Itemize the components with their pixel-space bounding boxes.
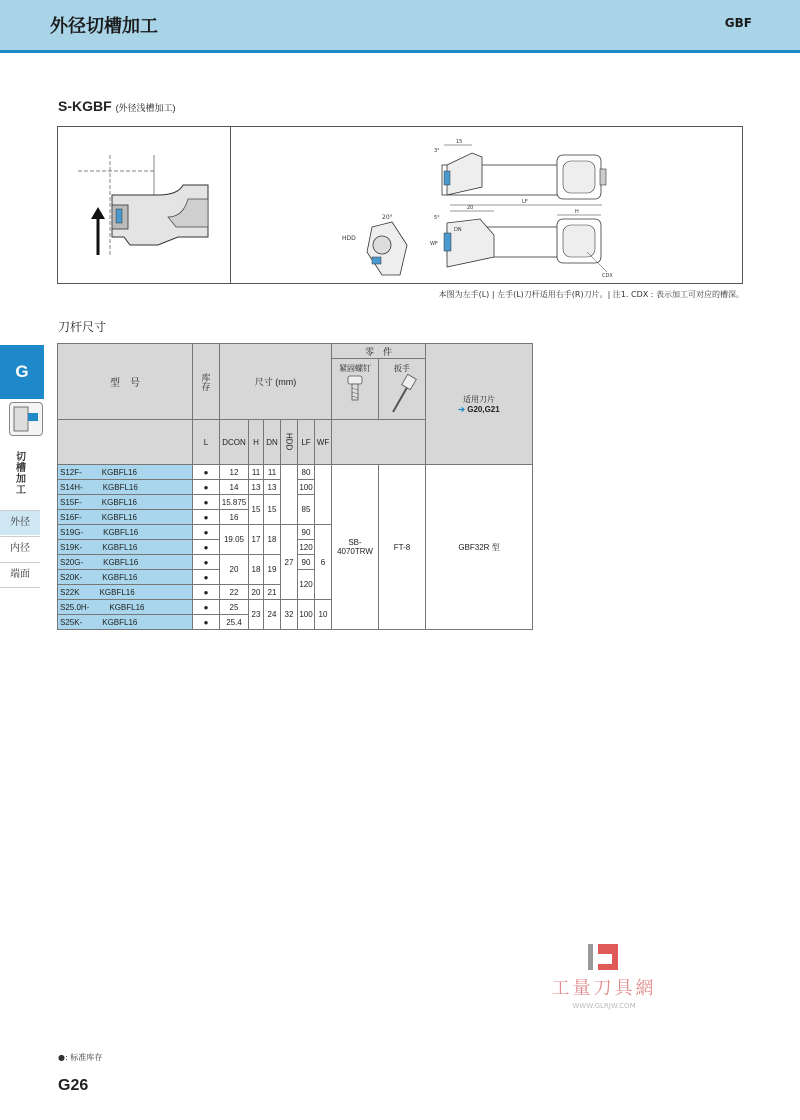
col-dcon: DCON bbox=[220, 420, 249, 465]
h-cell: 13 bbox=[249, 480, 264, 495]
header-model: 型 号 bbox=[58, 344, 193, 420]
stock-legend: ●: 标准库存 bbox=[58, 1053, 103, 1062]
stock-dot: ● bbox=[193, 525, 220, 540]
dcon-cell: 25.4 bbox=[220, 615, 249, 630]
model-prefix: S12F- bbox=[60, 467, 82, 477]
angle3-label: 3° bbox=[434, 148, 440, 154]
model-suffix: KGBFL16 bbox=[102, 617, 138, 627]
application-sketch bbox=[58, 127, 230, 283]
hdd-cell-empty bbox=[281, 465, 298, 525]
header-insert bbox=[426, 344, 533, 465]
side-view bbox=[430, 199, 613, 279]
dn-cell: 15 bbox=[264, 495, 281, 525]
model-suffix: KGBFL16 bbox=[101, 467, 137, 477]
model-suffix: KGBFL16 bbox=[101, 512, 137, 522]
lf-cell: 80 bbox=[298, 465, 315, 480]
dcon-cell: 22 bbox=[220, 585, 249, 600]
model-prefix: S19G- bbox=[60, 527, 84, 537]
dn-cell: 18 bbox=[264, 525, 281, 555]
header-stock: 库存 bbox=[193, 344, 220, 420]
hdd-cell: 27 bbox=[281, 525, 298, 600]
ref-arrow-icon: ➔ bbox=[458, 405, 465, 414]
model-suffix: KGBFL16 bbox=[102, 482, 138, 492]
stock-dot: ● bbox=[193, 510, 220, 525]
col-dn: DN bbox=[264, 420, 281, 465]
h-label: H bbox=[575, 209, 579, 215]
dcon-cell: 19.05 bbox=[220, 525, 249, 555]
h-cell: 15 bbox=[249, 495, 264, 525]
header-parts: 零 件 bbox=[332, 344, 426, 359]
cdx-label: CDX bbox=[602, 273, 613, 279]
angle-label: 20° bbox=[382, 214, 393, 221]
wf-cell-empty bbox=[315, 465, 332, 525]
header-screw bbox=[332, 359, 379, 420]
parts-spacer bbox=[332, 420, 426, 465]
dimension-drawing bbox=[232, 127, 742, 283]
top-view bbox=[434, 139, 606, 199]
header-insert-ref bbox=[426, 405, 532, 414]
watermark bbox=[538, 942, 670, 1010]
dn-cell: 11 bbox=[264, 465, 281, 480]
wrench-icon bbox=[387, 374, 417, 414]
hdd-cell: 32 bbox=[281, 600, 298, 630]
model-prefix: S19K- bbox=[60, 542, 83, 552]
h-cell: 11 bbox=[249, 465, 264, 480]
wf-cell: 6 bbox=[315, 525, 332, 600]
dcon-cell: 16 bbox=[220, 510, 249, 525]
model-heading bbox=[58, 98, 176, 114]
header-wrench bbox=[379, 359, 426, 420]
tab-face[interactable]: 端面 bbox=[0, 562, 40, 588]
model-subtitle: (外径浅槽加工) bbox=[115, 103, 176, 113]
chapter-tab-g[interactable]: G bbox=[0, 345, 44, 399]
catalog-code: GBF bbox=[724, 16, 752, 30]
lf-cell: 85 bbox=[298, 495, 315, 525]
stock-dot: ● bbox=[193, 465, 220, 480]
hdd-label: HDD bbox=[342, 235, 356, 242]
holder-dimension-table bbox=[57, 343, 533, 630]
angle5-label: 5° bbox=[434, 215, 440, 221]
lf-cell: 100 bbox=[298, 600, 315, 630]
tab-internal[interactable]: 内径 bbox=[0, 536, 40, 561]
dcon-cell: 25 bbox=[220, 600, 249, 615]
model-cell bbox=[58, 615, 193, 630]
wf-cell: 10 bbox=[315, 600, 332, 630]
col-wf: WF bbox=[315, 420, 332, 465]
dim-20-label: 20 bbox=[467, 205, 474, 211]
screw-value: SB-4070TRW bbox=[332, 465, 379, 630]
model-suffix: KGBFL16 bbox=[102, 542, 138, 552]
dn-cell: 13 bbox=[264, 480, 281, 495]
h-cell: 18 bbox=[249, 555, 264, 585]
model-prefix: S15F- bbox=[60, 497, 82, 507]
model-cell bbox=[58, 495, 193, 510]
lf-cell: 120 bbox=[298, 540, 315, 555]
model-cell bbox=[58, 480, 193, 495]
model-cell bbox=[58, 555, 193, 570]
table-row bbox=[58, 465, 533, 480]
dcon-cell: 15.875 bbox=[220, 495, 249, 510]
dcon-cell: 14 bbox=[220, 480, 249, 495]
watermark-title: 工量刀具網 bbox=[551, 978, 657, 999]
lf-cell: 120 bbox=[298, 570, 315, 600]
dn-cell: 19 bbox=[264, 555, 281, 585]
model-prefix: S20K- bbox=[60, 572, 83, 582]
model-suffix: KGBFL16 bbox=[109, 602, 145, 612]
page-header bbox=[0, 0, 800, 53]
col-lf: LF bbox=[298, 420, 315, 465]
insert-value: GBF32R 型 bbox=[426, 465, 533, 630]
dcon-cell: 12 bbox=[220, 465, 249, 480]
dcon-cell: 20 bbox=[220, 555, 249, 585]
h-cell: 20 bbox=[249, 585, 264, 600]
stock-dot: ● bbox=[193, 555, 220, 570]
drawing-divider bbox=[230, 127, 231, 283]
drawing-note: 本图为左手(L) | 左手(L)刀杆适用右手(R)刀片。| 注1. CDX : 表示加工可对应的槽深。 bbox=[438, 290, 744, 299]
header-screw-label: 紧固螺钉 bbox=[339, 364, 371, 373]
model-prefix: S22K bbox=[60, 587, 80, 597]
lf-cell: 90 bbox=[298, 525, 315, 540]
model-suffix: KGBFL16 bbox=[101, 497, 137, 507]
dn-label: DN bbox=[454, 227, 462, 233]
h-cell: 17 bbox=[249, 525, 264, 555]
stock-dot: ● bbox=[193, 615, 220, 630]
page-title: 外径切槽加工 bbox=[50, 16, 158, 37]
col-h: H bbox=[249, 420, 264, 465]
model-prefix: S16F- bbox=[60, 512, 82, 522]
stock-dot: ● bbox=[193, 600, 220, 615]
model-cell bbox=[58, 585, 193, 600]
watermark-url: WWW.GLRJW.COM bbox=[572, 1002, 636, 1010]
stock-dot: ● bbox=[193, 495, 220, 510]
col-hdd: HDD bbox=[281, 420, 298, 465]
model-cell bbox=[58, 465, 193, 480]
model-suffix: KGBFL16 bbox=[103, 527, 139, 537]
model-prefix: S14H- bbox=[60, 482, 83, 492]
model-prefix: S25.0H- bbox=[60, 602, 90, 612]
model-prefix: S20G- bbox=[60, 557, 84, 567]
stock-dot: ● bbox=[193, 480, 220, 495]
dn-cell: 21 bbox=[264, 585, 281, 600]
grooving-icon-svg bbox=[10, 403, 42, 435]
lf-cell: 90 bbox=[298, 555, 315, 570]
model-suffix: KGBFL16 bbox=[102, 572, 138, 582]
model-suffix: KGBFL16 bbox=[99, 587, 135, 597]
h-cell: 23 bbox=[249, 600, 264, 630]
header-wrench-label: 扳手 bbox=[394, 364, 410, 373]
wf-label: WF bbox=[430, 241, 438, 247]
page-number: G26 bbox=[58, 1077, 89, 1094]
stock-dot: ● bbox=[193, 585, 220, 600]
header-model-spacer bbox=[58, 420, 193, 465]
model-name: S-KGBF bbox=[58, 98, 112, 114]
tab-external[interactable]: 外径 bbox=[0, 510, 40, 535]
header-insert-ref-text: G20,G21 bbox=[467, 405, 500, 414]
stock-dot: ● bbox=[193, 540, 220, 555]
screw-icon bbox=[343, 374, 367, 404]
lf-label: LF bbox=[522, 199, 528, 205]
model-cell bbox=[58, 525, 193, 540]
col-l: L bbox=[193, 420, 220, 465]
grooving-icon bbox=[9, 402, 43, 436]
technical-drawing bbox=[57, 126, 743, 284]
stock-dot: ● bbox=[193, 570, 220, 585]
model-cell bbox=[58, 570, 193, 585]
side-chapter-label: 切槽加工 bbox=[16, 452, 26, 496]
wrench-value: FT-8 bbox=[379, 465, 426, 630]
header-dimensions: 尺寸 (mm) bbox=[220, 344, 332, 420]
model-cell bbox=[58, 600, 193, 615]
section-title: 刀杆尺寸 bbox=[58, 320, 107, 334]
model-cell bbox=[58, 540, 193, 555]
insert-detail bbox=[342, 214, 407, 275]
dim-15-label: 15 bbox=[456, 139, 463, 145]
model-prefix: S25K- bbox=[60, 617, 83, 627]
model-suffix: KGBFL16 bbox=[103, 557, 139, 567]
model-cell bbox=[58, 510, 193, 525]
dn-cell: 24 bbox=[264, 600, 281, 630]
header-insert-label: 适用刀片 bbox=[463, 395, 495, 404]
watermark-logo-icon bbox=[584, 942, 624, 972]
lf-cell: 100 bbox=[298, 480, 315, 495]
